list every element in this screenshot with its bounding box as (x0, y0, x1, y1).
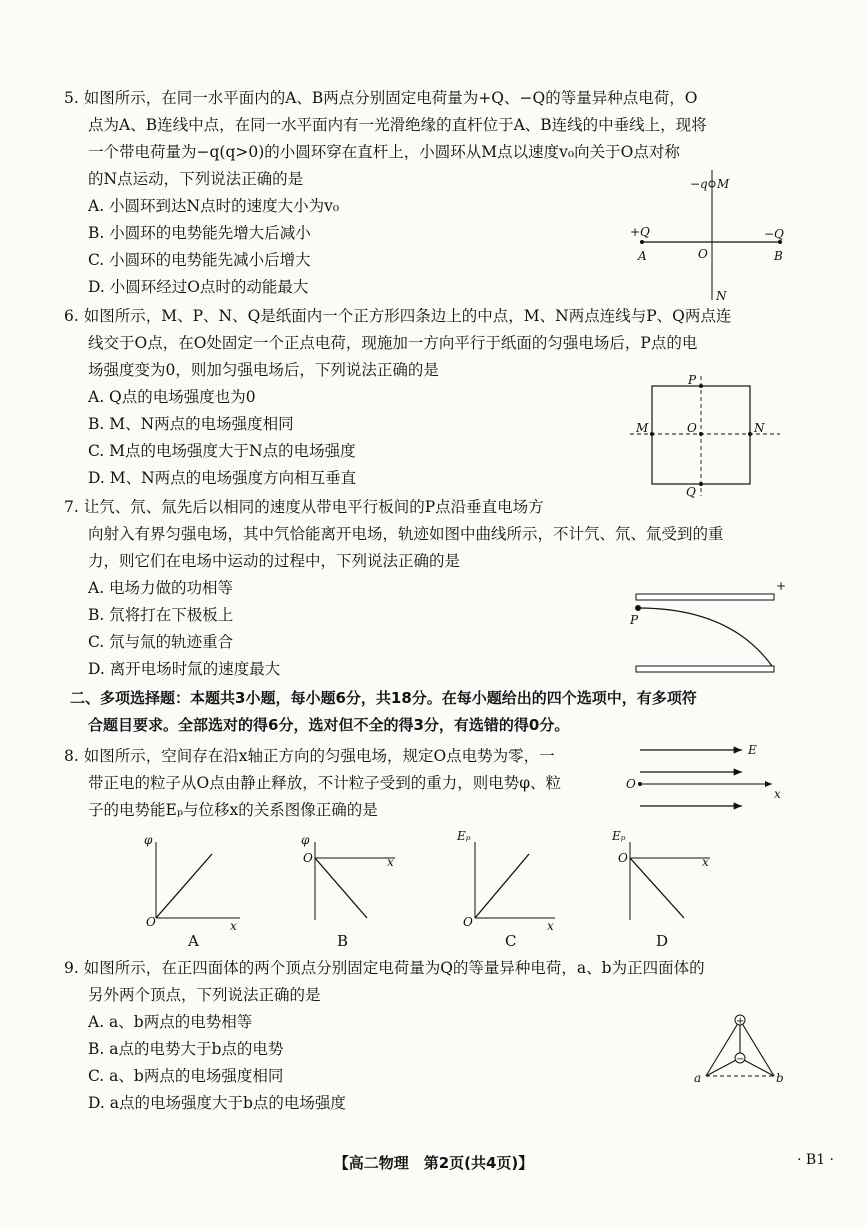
q5-option-c: C. 小圆环的电势能先减小后增大 (88, 251, 311, 269)
q7-figure (620, 578, 790, 680)
q5-label-o: O (698, 247, 708, 261)
q7-line-2: 向射入有界匀强电场，其中氕恰能离开电场，轨迹如图中曲线所示，不计氕、氘、氚受到的重 (88, 525, 724, 543)
q5-line-4: 的N点运动，下列说法正确的是 (88, 170, 304, 188)
q5-label-m: M (717, 177, 730, 191)
q9-line-2: 另外两个顶点，下列说法正确的是 (88, 986, 321, 1004)
paper-code: · B1 · (797, 1152, 834, 1168)
q5-label-q: −q (690, 177, 708, 191)
q9-label-plus: + (736, 1016, 745, 1027)
q5-label-a: A (638, 249, 647, 263)
page-footer: 【高二物理 第2页(共4页)】 (333, 1154, 534, 1172)
q6-option-d: D. M、N两点的电场强度方向相互垂直 (88, 469, 357, 487)
q7-line-1: 7. 让氕、氘、氚先后以相同的速度从带电平行板间的P点沿垂直电场方 (64, 498, 544, 516)
q9-line-1: 9. 如图所示，在正四面体的两个顶点分别固定电荷量为Q的等量异种电荷，a、b为正四面体的 (64, 959, 705, 977)
q8-graph-a-origin: O (146, 915, 156, 929)
q8-graph-a-xlabel: x (230, 919, 237, 933)
q8-graph-d-ylabel: Eₚ (612, 829, 626, 843)
q5-label-nq: −Q (764, 227, 784, 241)
q6-label-o: O (687, 421, 697, 435)
q8-graph-d-xlabel: x (702, 855, 709, 869)
q8-graph-a-letter: A (188, 932, 199, 950)
q6-option-c: C. M点的电场强度大于N点的电场强度 (88, 442, 356, 460)
q5-label-n: N (716, 289, 727, 303)
q6-label-p: P (688, 373, 697, 387)
q5-option-d: D. 小圆环经过O点时的动能最大 (88, 278, 309, 296)
q8-label-x: x (774, 787, 781, 801)
q8-graph-d-letter: D (656, 932, 669, 950)
q5-label-pq: +Q (630, 225, 650, 239)
q8-graph-c-origin: O (463, 915, 473, 929)
q8-graph-b (295, 828, 405, 953)
q8-label-e: E (748, 743, 757, 757)
q8-field-figure (620, 738, 790, 816)
q9-label-a: a (694, 1071, 702, 1085)
q5-option-b: B. 小圆环的电势能先增大后减小 (88, 224, 311, 242)
q8-graph-a-line (156, 854, 212, 918)
q6-line-3: 场强度变为0，则加匀强电场后，下列说法正确的是 (88, 361, 439, 379)
q6-label-q: Q (686, 485, 696, 499)
q8-graph-b-ylabel: φ (301, 833, 310, 847)
q5-label-b: B (774, 249, 783, 263)
q8-graph-c-ylabel: Eₚ (457, 829, 471, 843)
q8-label-o: O (626, 777, 636, 791)
q7-label-plus: + (776, 579, 787, 593)
q6-label-n: N (754, 421, 765, 435)
q6-line-2: 线交于O点，在O处固定一个正点电荷，现施加一方向平行于纸面的匀强电场后，P点的电 (88, 334, 698, 352)
q8-graph-d (610, 828, 720, 953)
q5-charge-a (640, 240, 644, 244)
q6-option-b: B. M、N两点的电场强度相同 (88, 415, 294, 433)
q6-figure (630, 372, 790, 502)
section2-line-1: 二、多项选择题：本题共3小题，每小题6分，共18分。在每小题给出的四个选项中，有多项符 (70, 689, 697, 707)
q9-tetrahedron-figure (690, 1008, 790, 1088)
q8-graph-b-origin: O (303, 851, 313, 865)
q6-label-m: M (636, 421, 649, 435)
q8-graph-c-line (475, 854, 529, 918)
q7-option-b: B. 氘将打在下极板上 (88, 606, 234, 624)
q9-option-c: C. a、b两点的电场强度相同 (88, 1067, 284, 1085)
q8-graph-b-line (315, 858, 367, 918)
q8-graph-c-letter: C (505, 932, 517, 950)
q7-label-p: P (630, 613, 639, 627)
q5-line-1: 5. 如图所示，在同一水平面内的A、B两点分别固定电荷量为+Q、−Q的等量异种点电荷，O (64, 89, 698, 107)
q8-graph-b-letter: B (337, 932, 349, 950)
q5-line-2: 点为A、B连线中点，在同一水平面内有一光滑绝缘的直杆位于A、B连线的中垂线上，现将 (88, 116, 707, 134)
q7-option-a: A. 电场力做的功相等 (88, 579, 234, 597)
q6-option-a: A. Q点的电场强度也为0 (88, 388, 256, 406)
q8-graph-c-xlabel: x (547, 919, 554, 933)
q9-option-b: B. a点的电势大于b点的电势 (88, 1040, 284, 1058)
q7-option-c: C. 氘与氚的轨迹重合 (88, 633, 234, 651)
q7-option-d: D. 离开电场时氚的速度最大 (88, 660, 281, 678)
q8-graph-a-ylabel: φ (144, 833, 153, 847)
q5-line-3: 一个带电荷量为−q(q>0)的小圆环穿在直杆上，小圆环从M点以速度v₀向关于O点对称 (88, 143, 680, 161)
q9-label-b: b (776, 1071, 784, 1085)
q8-line-3: 子的电势能Eₚ与位移x的关系图像正确的是 (88, 801, 378, 819)
q5-option-a: A. 小圆环到达N点时的速度大小为v₀ (88, 197, 340, 215)
q8-line-1: 8. 如图所示，空间存在沿x轴正方向的匀强电场，规定O点电势为零，一 (64, 747, 555, 765)
q8-graph-c (455, 828, 565, 953)
q8-graph-d-origin: O (618, 851, 628, 865)
q6-line-1: 6. 如图所示，M、P、N、Q是纸面内一个正方形四条边上的中点，M、N两点连线与P、Q两点连 (64, 307, 732, 325)
q8-graph-b-xlabel: x (387, 855, 394, 869)
q8-graph-a (140, 828, 250, 953)
q7-trajectory (638, 608, 772, 666)
q8-graph-d-line (630, 858, 684, 918)
q7-upper-plate (636, 594, 774, 600)
q8-line-2: 带正电的粒子从O点由静止释放，不计粒子受到的重力，则电势φ、粒 (88, 774, 562, 792)
q7-lower-plate (636, 666, 774, 672)
q9-label-minus: − (736, 1054, 745, 1065)
q5-figure (620, 170, 800, 305)
q7-line-3: 力，则它们在电场中运动的过程中，下列说法正确的是 (88, 552, 461, 570)
q9-option-a: A. a、b两点的电势相等 (88, 1013, 253, 1031)
q9-option-d: D. a点的电场强度大于b点的电场强度 (88, 1094, 346, 1112)
section2-line-2: 合题目要求。全部选对的得6分，选对但不全的得3分，有选错的得0分。 (88, 716, 570, 734)
